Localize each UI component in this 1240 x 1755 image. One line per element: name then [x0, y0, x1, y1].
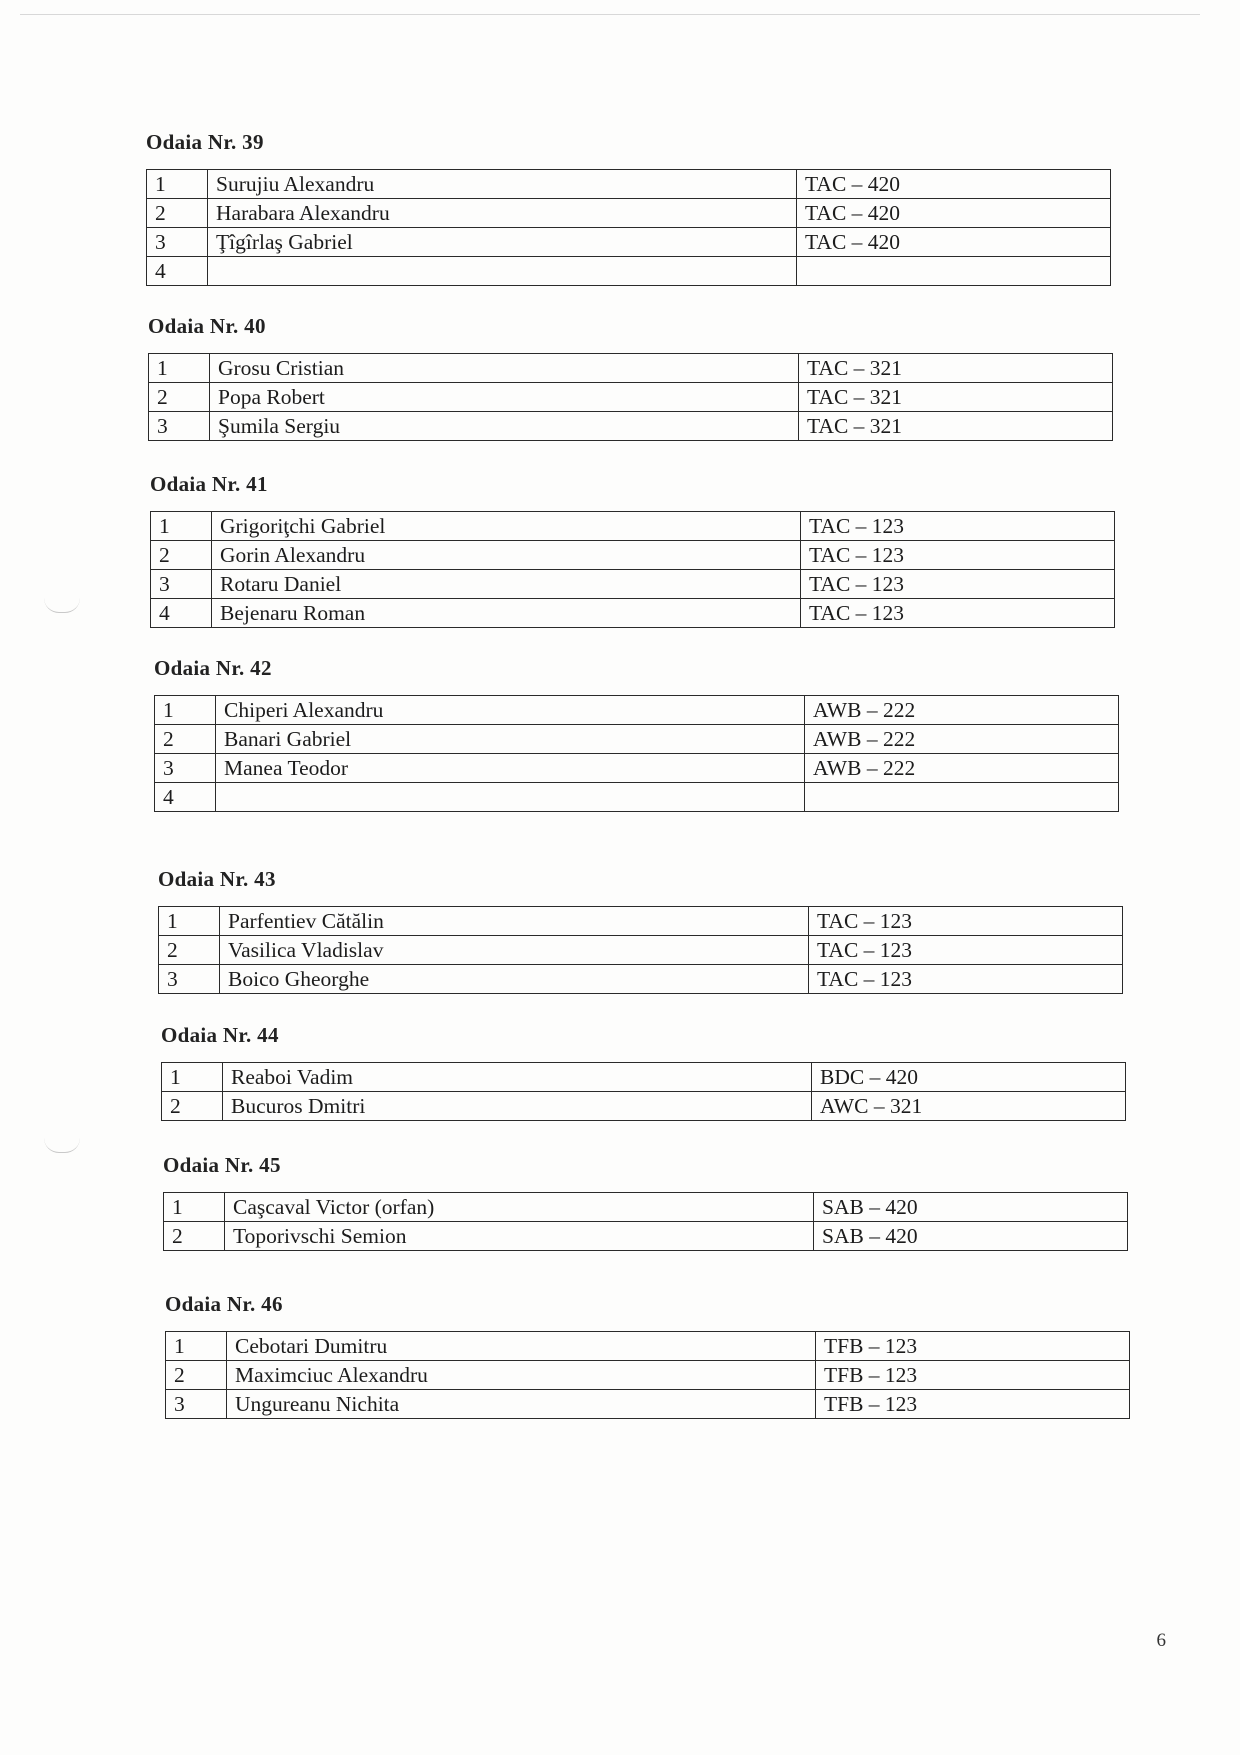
table-row	[147, 228, 1111, 257]
student-name: Ţîgîrlaş Gabriel	[208, 228, 797, 257]
student-name: Ungureanu Nichita	[227, 1390, 816, 1419]
room-section	[161, 1023, 1126, 1121]
row-number: 2	[162, 1092, 223, 1121]
row-number: 3	[159, 965, 220, 994]
table-row	[166, 1361, 1130, 1390]
student-group: BDC – 420	[812, 1063, 1126, 1092]
room-title: Odaia Nr. 44	[161, 1023, 279, 1047]
room-section	[158, 867, 1123, 994]
table-row	[162, 1063, 1126, 1092]
table-row	[149, 412, 1113, 441]
table-row	[159, 907, 1123, 936]
table-row	[151, 541, 1115, 570]
row-number: 2	[155, 725, 216, 754]
student-group: TAC – 123	[809, 907, 1123, 936]
student-name: Bejenaru Roman	[212, 599, 801, 628]
student-name	[216, 783, 805, 812]
student-name: Parfentiev Cătălin	[220, 907, 809, 936]
student-group: TFB – 123	[816, 1390, 1130, 1419]
student-group: AWB – 222	[805, 696, 1119, 725]
table-row	[147, 199, 1111, 228]
row-number: 3	[155, 754, 216, 783]
room-table	[146, 169, 1111, 286]
student-name	[208, 257, 797, 286]
table-row	[155, 754, 1119, 783]
row-number: 2	[147, 199, 208, 228]
student-group: TAC – 420	[797, 228, 1111, 257]
table-row	[159, 965, 1123, 994]
row-number: 3	[151, 570, 212, 599]
punch-hole-mark	[44, 598, 80, 613]
student-name: Reaboi Vadim	[223, 1063, 812, 1092]
student-group: TAC – 123	[801, 599, 1115, 628]
room-section	[146, 130, 1111, 286]
student-group: TAC – 123	[801, 541, 1115, 570]
row-number: 2	[164, 1222, 225, 1251]
table-row	[149, 354, 1113, 383]
table-row	[147, 257, 1111, 286]
student-name: Banari Gabriel	[216, 725, 805, 754]
student-group	[797, 257, 1111, 286]
student-name: Rotaru Daniel	[212, 570, 801, 599]
table-row	[151, 570, 1115, 599]
row-number: 4	[155, 783, 216, 812]
table-row	[149, 383, 1113, 412]
row-number: 2	[166, 1361, 227, 1390]
room-section	[165, 1292, 1130, 1419]
row-number: 1	[166, 1332, 227, 1361]
student-group: TAC – 321	[799, 412, 1113, 441]
row-number: 1	[159, 907, 220, 936]
student-group: TAC – 123	[809, 936, 1123, 965]
student-name: Caşcaval Victor (orfan)	[225, 1193, 814, 1222]
room-title: Odaia Nr. 39	[146, 130, 264, 154]
table-row	[151, 512, 1115, 541]
student-name: Manea Teodor	[216, 754, 805, 783]
table-row	[155, 783, 1119, 812]
row-number: 2	[151, 541, 212, 570]
student-group: AWC – 321	[812, 1092, 1126, 1121]
student-name: Grosu Cristian	[210, 354, 799, 383]
student-name: Popa Robert	[210, 383, 799, 412]
room-title: Odaia Nr. 40	[148, 314, 266, 338]
student-name: Harabara Alexandru	[208, 199, 797, 228]
room-title: Odaia Nr. 43	[158, 867, 276, 891]
table-row	[166, 1332, 1130, 1361]
row-number: 3	[149, 412, 210, 441]
table-row	[164, 1193, 1128, 1222]
student-name: Maximciuc Alexandru	[227, 1361, 816, 1390]
table-row	[159, 936, 1123, 965]
room-table	[163, 1192, 1128, 1251]
row-number: 1	[147, 170, 208, 199]
room-title: Odaia Nr. 42	[154, 656, 272, 680]
row-number: 1	[151, 512, 212, 541]
page-number: 6	[1156, 1630, 1166, 1651]
table-row	[164, 1222, 1128, 1251]
student-name: Cebotari Dumitru	[227, 1332, 816, 1361]
row-number: 1	[155, 696, 216, 725]
student-group: TFB – 123	[816, 1361, 1130, 1390]
row-number: 3	[166, 1390, 227, 1419]
student-name: Bucuros Dmitri	[223, 1092, 812, 1121]
table-row	[166, 1390, 1130, 1419]
student-group: TAC – 123	[801, 570, 1115, 599]
student-group	[805, 783, 1119, 812]
room-table	[161, 1062, 1126, 1121]
row-number: 4	[147, 257, 208, 286]
student-name: Grigoriţchi Gabriel	[212, 512, 801, 541]
row-number: 2	[149, 383, 210, 412]
punch-hole-mark	[44, 1138, 80, 1153]
student-name: Chiperi Alexandru	[216, 696, 805, 725]
student-name: Boico Gheorghe	[220, 965, 809, 994]
row-number: 3	[147, 228, 208, 257]
room-section	[150, 472, 1115, 628]
student-name: Vasilica Vladislav	[220, 936, 809, 965]
room-title: Odaia Nr. 46	[165, 1292, 283, 1316]
room-title: Odaia Nr. 45	[163, 1153, 281, 1177]
student-group: TAC – 123	[801, 512, 1115, 541]
student-group: SAB – 420	[814, 1222, 1128, 1251]
table-row	[162, 1092, 1126, 1121]
student-group: TAC – 420	[797, 170, 1111, 199]
student-group: TAC – 420	[797, 199, 1111, 228]
row-number: 1	[164, 1193, 225, 1222]
row-number: 1	[162, 1063, 223, 1092]
row-number: 1	[149, 354, 210, 383]
table-row	[151, 599, 1115, 628]
student-name: Gorin Alexandru	[212, 541, 801, 570]
room-table	[165, 1331, 1130, 1419]
student-name: Toporivschi Semion	[225, 1222, 814, 1251]
student-group: AWB – 222	[805, 725, 1119, 754]
student-group: TAC – 321	[799, 354, 1113, 383]
room-title: Odaia Nr. 41	[150, 472, 268, 496]
table-row	[155, 725, 1119, 754]
room-section	[163, 1153, 1128, 1251]
student-name: Surujiu Alexandru	[208, 170, 797, 199]
room-table	[154, 695, 1119, 812]
room-table	[150, 511, 1115, 628]
room-table	[158, 906, 1123, 994]
room-section	[154, 656, 1119, 812]
student-group: TAC – 321	[799, 383, 1113, 412]
row-number: 4	[151, 599, 212, 628]
scan-edge-line	[20, 14, 1200, 15]
student-group: TAC – 123	[809, 965, 1123, 994]
table-row	[147, 170, 1111, 199]
student-group: AWB – 222	[805, 754, 1119, 783]
room-table	[148, 353, 1113, 441]
student-group: SAB – 420	[814, 1193, 1128, 1222]
room-section	[148, 314, 1113, 441]
student-name: Şumila Sergiu	[210, 412, 799, 441]
student-group: TFB – 123	[816, 1332, 1130, 1361]
table-row	[155, 696, 1119, 725]
row-number: 2	[159, 936, 220, 965]
